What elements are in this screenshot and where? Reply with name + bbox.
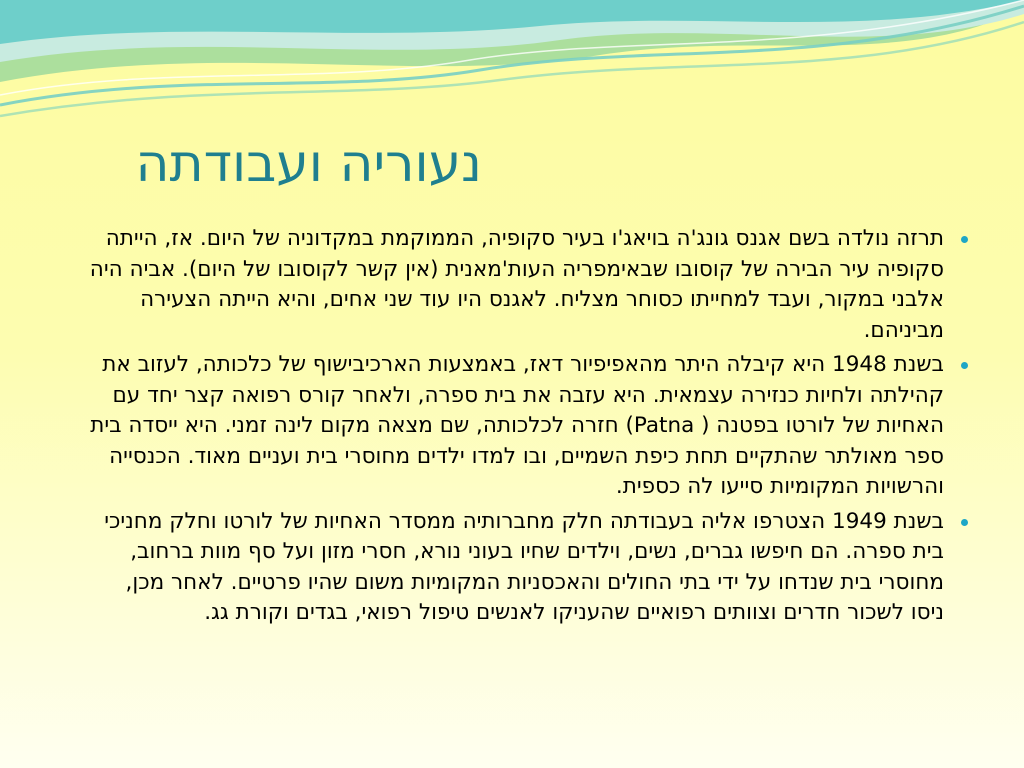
bullet-item bbox=[88, 507, 968, 629]
slide-title: נעוריה ועבודתה bbox=[135, 134, 482, 194]
bullet-item bbox=[88, 224, 968, 346]
bullet-text: תרזה נולדה בשם אגנס גונג'ה בויאג'ו בעיר סקופיה, הממוקמת במקדוניה של היום. אז, הייתה סקופיה עיר הבירה של קוסובו שבאימפריה העות'מאנית (אין קשר לקוסובו של היום). אביה היה אלבני במקור, ועבד למחייתו כסוחר מצליח. לאגנס היו עוד שני אחים, והיא הייתה הצעירה מביניהם. bbox=[89, 226, 944, 343]
bullet-item bbox=[88, 350, 968, 503]
bullet-list bbox=[88, 224, 968, 633]
decorative-waves bbox=[0, 0, 1024, 130]
bullet-icon bbox=[961, 519, 968, 526]
bullet-text: בשנת 1948 היא קיבלה היתר מהאפיפיור דאז, באמצעות הארכיבישוף של כלכותה, לעזוב את קהילתה ולחיות כנזירה עצמאית. היא עזבה את בית ספרה, ולאחר קורס רפואה קצר יחד עם האחיות של לורטו בפטנה ( Patna) חזרה לכלכותה, שם מצאה מקום לינה זמני. היא ייסדה בית ספר מאולתר שהתקיים תחת כיפת השמיים, ובו למדו ילדים מחוסרי בית ועניים מאוד. הכנסייה והרשויות המקומיות סייעו לה כספית. bbox=[90, 352, 944, 499]
bullet-icon bbox=[961, 362, 968, 369]
bullet-icon bbox=[961, 236, 968, 243]
bullet-text: בשנת 1949 הצטרפו אליה בעבודתה חלק מחברותיה ממסדר האחיות של לורטו וחלק מחניכי בית ספרה. הם חיפשו גברים, נשים, וילדים שחיו בעוני נורא, חסרי מזון ועל סף מוות ברחוב, מחוסרי בית שנדחו על ידי בתי החולים והאכסניות המקומיות משום שהיו פרטיים. לאחר מכן, ניסו לשכור חדרים וצוותים רפואיים שהעניקו לאנשים טיפול רפואי, בגדים וקורת גג. bbox=[104, 508, 944, 625]
